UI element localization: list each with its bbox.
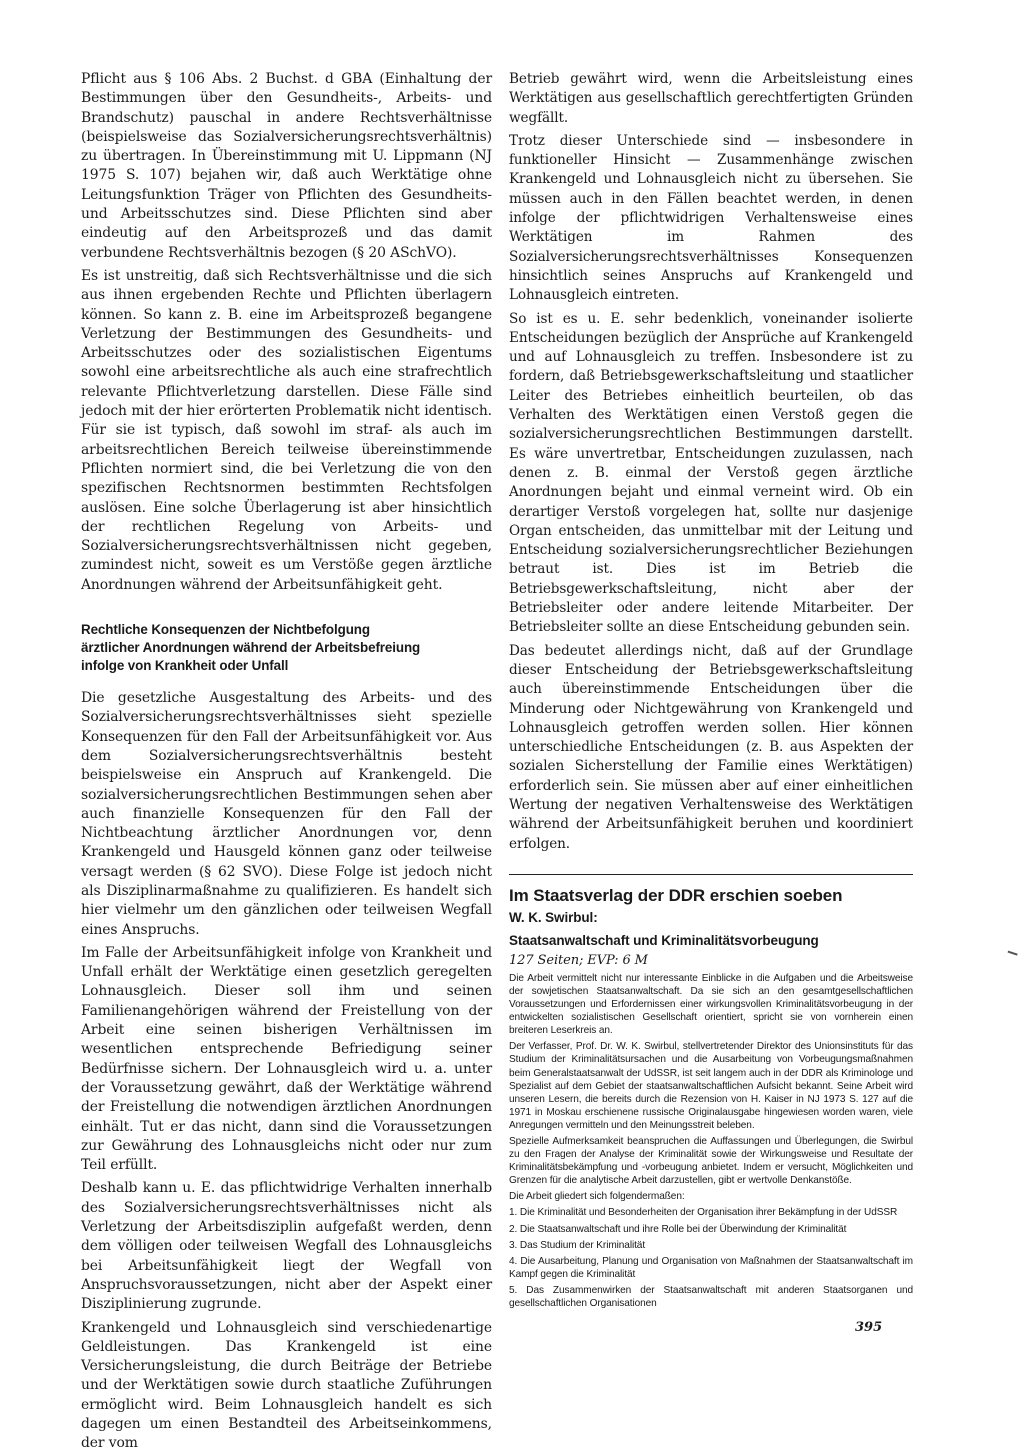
- paragraph: Das bedeutet allerdings nicht, daß auf der Grundlage dieser Entscheidung der Betriebsgewerkschaftsleitung auch übereinstimmende Entscheidungen über die Minderung oder Nichtgewährung von Krankengeld und Lohnausgleich getroffen werden sollen. Hier können unterschiedliche Entscheidungen (z. B. aus Aspekten der sozialen Sicherstellung der Familie eines Werktätigen) erforderlich sein. Sie müssen aber auf einer einheitlichen Wertung der negativen Verhaltensweise des Werktätigen während der Arbeitsunfähigkeit beruhen und koordiniert erfolgen.: [509, 642, 913, 852]
- book-announcement: [509, 885, 913, 1310]
- left-column: [81, 70, 492, 1454]
- paragraph: Krankengeld und Lohnausgleich sind verschiedenartige Geldleistungen. Das Krankengeld ist eine Versicherungsleistung, die durch Beiträge der Betriebe und der Werktätigen sowie durch staatliche Zuführungen ermöglicht wird. Beim Lohnausgleich handelt es sich dagegen um einen Bestandteil des Arbeitseinkommens, der vom: [81, 1319, 492, 1452]
- page-number: 395: [855, 1320, 883, 1335]
- announcement-body: [509, 972, 913, 1310]
- announcement-paragraph: Der Verfasser, Prof. Dr. W. K. Swirbul, stellvertretender Direktor des Unionsinstituts für das Studium der Kriminalitätsursachen und die Ausarbeitung von Vorbeugungsmaßnahmen beim Generalstaatsanwalt der UdSSR, ist seit langem auch in der DDR als Kriminologe und Spezialist auf dem Gebiet der staatsanwaltschaftlichen Aufsicht bekannt. Seine Arbeit wird unseren Lesern, die bereits durch die Rezension von H. Kaiser in NJ 1973 S. 127 auf die 1971 in Moskau erschienene russische Originalausgabe hingewiesen worden waren, viele Anregungen vermitteln und den Meinungsstreit beleben.: [509, 1041, 913, 1131]
- paragraph: So ist es u. E. sehr bedenklich, voneinander isolierte Entscheidungen bezüglich der Ansprüche auf Krankengeld und auf Lohnausgleich zu treffen. Insbesondere ist zu fordern, daß Betriebsgewerkschaftsleitung und staatlicher Leiter des Betriebes einheitlich beurteilen, ob das Verhalten des Werktätigen einen Verstoß gegen die sozialversicherungsrechtlichen Bestimmungen darstellt. Es wäre unvertretbar, Entscheidungen zuzulassen, nach denen z. B. einmal der Verstoß gegen ärztliche Anordnungen bejaht und einmal verneint wird. Ob ein derartiger Verstoß vorgelegen hat, sollte nur dasjenige Organ entscheiden, das unmittelbar mit der Leitung und Entscheidung sozialversicherungsrechtlicher Beziehungen betraut ist. Dies ist im Betrieb die Betriebsgewerkschaftsleitung, nicht aber der Betriebsleiter oder andere leitende Mitarbeiter. Der Betriebsleiter sollte an diese Entscheidung gebunden sein.: [509, 310, 913, 636]
- announcement-title: Im Staatsverlag der DDR erschien soeben: [509, 885, 843, 905]
- paragraph: Pflicht aus § 106 Abs. 2 Buchst. d GBA (Einhaltung der Bestimmungen über den Gesundheits-, Arbeits- und Brandschutz) pauschal in andere Rechtsverhältnisse (beispielsweise das Sozialversicherungsrechtsverhältnis) zu übertragen. In Übereinstimmung mit U. Lippmann (NJ 1975 S. 107) bejahen wir, daß auch Werktätige ohne Leitungsfunktion Träger von Pflichten des Gesundheits- und Arbeitsschutzes sind. Diese Pflichten sind aber eindeutig auf den Arbeitsprozeß und das damit verbundene Rechtsverhältnis bezogen (§ 20 ASchVO).: [81, 71, 492, 261]
- book-title: Staatsanwaltschaft und Kriminalitätsvorbeugung: [509, 932, 819, 948]
- contents-item: 5. Das Zusammenwirken der Staatsanwaltschaft mit anderen Staatsorganen und gesellschaftlichen Organisationen: [509, 1284, 913, 1310]
- divider: [509, 874, 913, 875]
- scan-mark: [1006, 951, 1017, 960]
- paragraph: Deshalb kann u. E. das pflichtwidrige Verhalten innerhalb des Sozialversicherungsrechtsverhältnisses nicht als Verletzung der Arbeitsdisziplin aufgefaßt werden, denn dem völligen oder teilweisen Wegfall des Lohnausgleichs bei Arbeitsunfähigkeit liegt der Wegfall von Anspruchsvoraussetzungen, nicht aber der Aspekt einer Disziplinierung zugrunde.: [81, 1180, 492, 1313]
- book-author: W. K. Swirbul:: [509, 909, 598, 925]
- book-meta: 127 Seiten; EVP: 6 M: [509, 952, 648, 968]
- announcement-paragraph: Die Arbeit vermittelt nicht nur interessante Einblicke in die Aufgaben und die Arbeitsweise der sowjetischen Staatsanwaltschaft. Da sie sich an den gesamtgesellschaftlichen Voraussetzungen und Erfordernissen einer wirkungsvollen Kriminalitätsvorbeugung in der entwickelten sozialistischen Gesellschaft orientiert, spricht sie von vornherein einen breiteren Leserkreis an.: [509, 972, 913, 1037]
- contents-item: 4. Die Ausarbeitung, Planung und Organisation von Maßnahmen der Staatsanwaltschaft im Kampf gegen die Kriminalität: [509, 1255, 913, 1280]
- section-heading: Rechtliche Konsequenzen der Nichtbefolgung ärztlicher Anordnungen während der Arbeitsbefreiung infolge von Krankheit oder Unfall: [81, 622, 421, 674]
- paragraph: Im Falle der Arbeitsunfähigkeit infolge von Krankheit und Unfall erhält der Werktätige einen gesetzlich geregelten Lohnausgleich. Dieser soll ihm und seinen Familienangehörigen während der Freistellung von der Arbeit eine seinen bisherigen Verhältnissen im wesentlichen entsprechende Befriedigung seiner Bedürfnisse sichern. Der Lohnausgleich wird u. a. unter der Voraussetzung gewährt, daß der Werktätige während der Freistellung die notwendigen ärztlichen Anordnungen einhält. Tut er das nicht, dann sind die Voraussetzungen zur Gewährung des Lohnausgleichs nicht oder nur zum Teil erfüllt.: [81, 944, 492, 1174]
- paragraph: Trotz dieser Unterschiede sind — insbesondere in funktioneller Hinsicht — Zusammenhänge zwischen Krankengeld und Lohnausgleich nicht zu übersehen. Sie müssen auch in den Fällen beachtet werden, in denen infolge der pflichtwidrigen Verhaltensweise eines Werktätigen im Rahmen des Sozialversicherungsrechtsverhältnisses Konsequenzen hinsichtlich seines Anspruchs auf Krankengeld und Lohnausgleich eintreten.: [509, 132, 913, 304]
- contents-item: 3. Das Studium der Kriminalität: [509, 1239, 646, 1251]
- paragraph: Es ist unstreitig, daß sich Rechtsverhältnisse und die sich aus ihnen ergebenden Rechte und Pflichten überlagern können. So kann z. B. eine im Arbeitsprozeß begangene Verletzung der Bestimmungen des Gesundheits- und Arbeitsschutzes oder des sozialistischen Eigentums sowohl eine arbeitsrechtliche als auch eine strafrechtlich relevante Pflichtverletzung darstellen. Diese Fälle sind jedoch mit der hier erörterten Problematik nicht identisch. Für sie ist typisch, daß sowohl im straf- als auch im arbeitsrechtlichen Bereich teilweise übereinstimmende Pflichten normiert sind, die bei Verletzung die von den spezifischen Rechtsnormen bestimmten Rechtsfolgen auslösen. Eine solche Überlagerung ist aber hinsichtlich der rechtlichen Regelung von Arbeits- und Sozialversicherungsrechtsverhältnissen nicht gegeben, zumindest nicht, soweit es um Verstöße gegen ärztliche Anordnungen während der Arbeitsunfähigkeit geht.: [81, 267, 492, 593]
- contents-item: 2. Die Staatsanwaltschaft und ihre Rolle bei der Überwindung der Kriminalität: [509, 1223, 847, 1235]
- paragraph: Die gesetzliche Ausgestaltung des Arbeits- und des Sozialversicherungsrechtsverhältnisses sieht spezielle Konsequenzen für den Fall der Arbeitsunfähigkeit vor. Aus dem Sozialversicherungsrechtsverhältnis besteht beispielsweise ein Anspruch auf Krankengeld. Die sozialversicherungsrechtlichen Bestimmungen sehen aber auch finanzielle Konsequenzen für den Fall der Nichtbeachtung ärztlicher Anordnungen vor, denn Krankengeld und Hausgeld können ganz oder teilweise versagt werden (§ 62 SVO). Diese Folge ist jedoch nicht als Disziplinarmaßnahme zu qualifizieren. Es handelt sich hier vielmehr um den gänzlichen oder teilweisen Wegfall eines Anspruchs.: [81, 690, 492, 938]
- announcement-paragraph: Die Arbeit gliedert sich folgendermaßen:: [509, 1191, 685, 1203]
- paragraph: Betrieb gewährt wird, wenn die Arbeitsleistung eines Werktätigen aus gesellschaftlich gerechtfertigten Gründen wegfällt.: [509, 71, 913, 126]
- announcement-paragraph: Spezielle Aufmerksamkeit beanspruchen die Auffassungen und Überlegungen, die Swirbul zu den Fragen der Analyse der Kriminalität sowie der Wirkungsweise und Resultate der Kriminalitätsbekämpfung und -vorbeugung anbietet. Indem er versucht, Möglichkeiten und Grenzen für die analytische Arbeit darzustellen, gibt er wertvolle Denkanstöße.: [509, 1136, 913, 1187]
- right-column: [509, 70, 913, 1313]
- contents-item: 1. Die Kriminalität und Besonderheiten der Organisation ihrer Bekämpfung in der UdSSR: [509, 1207, 898, 1219]
